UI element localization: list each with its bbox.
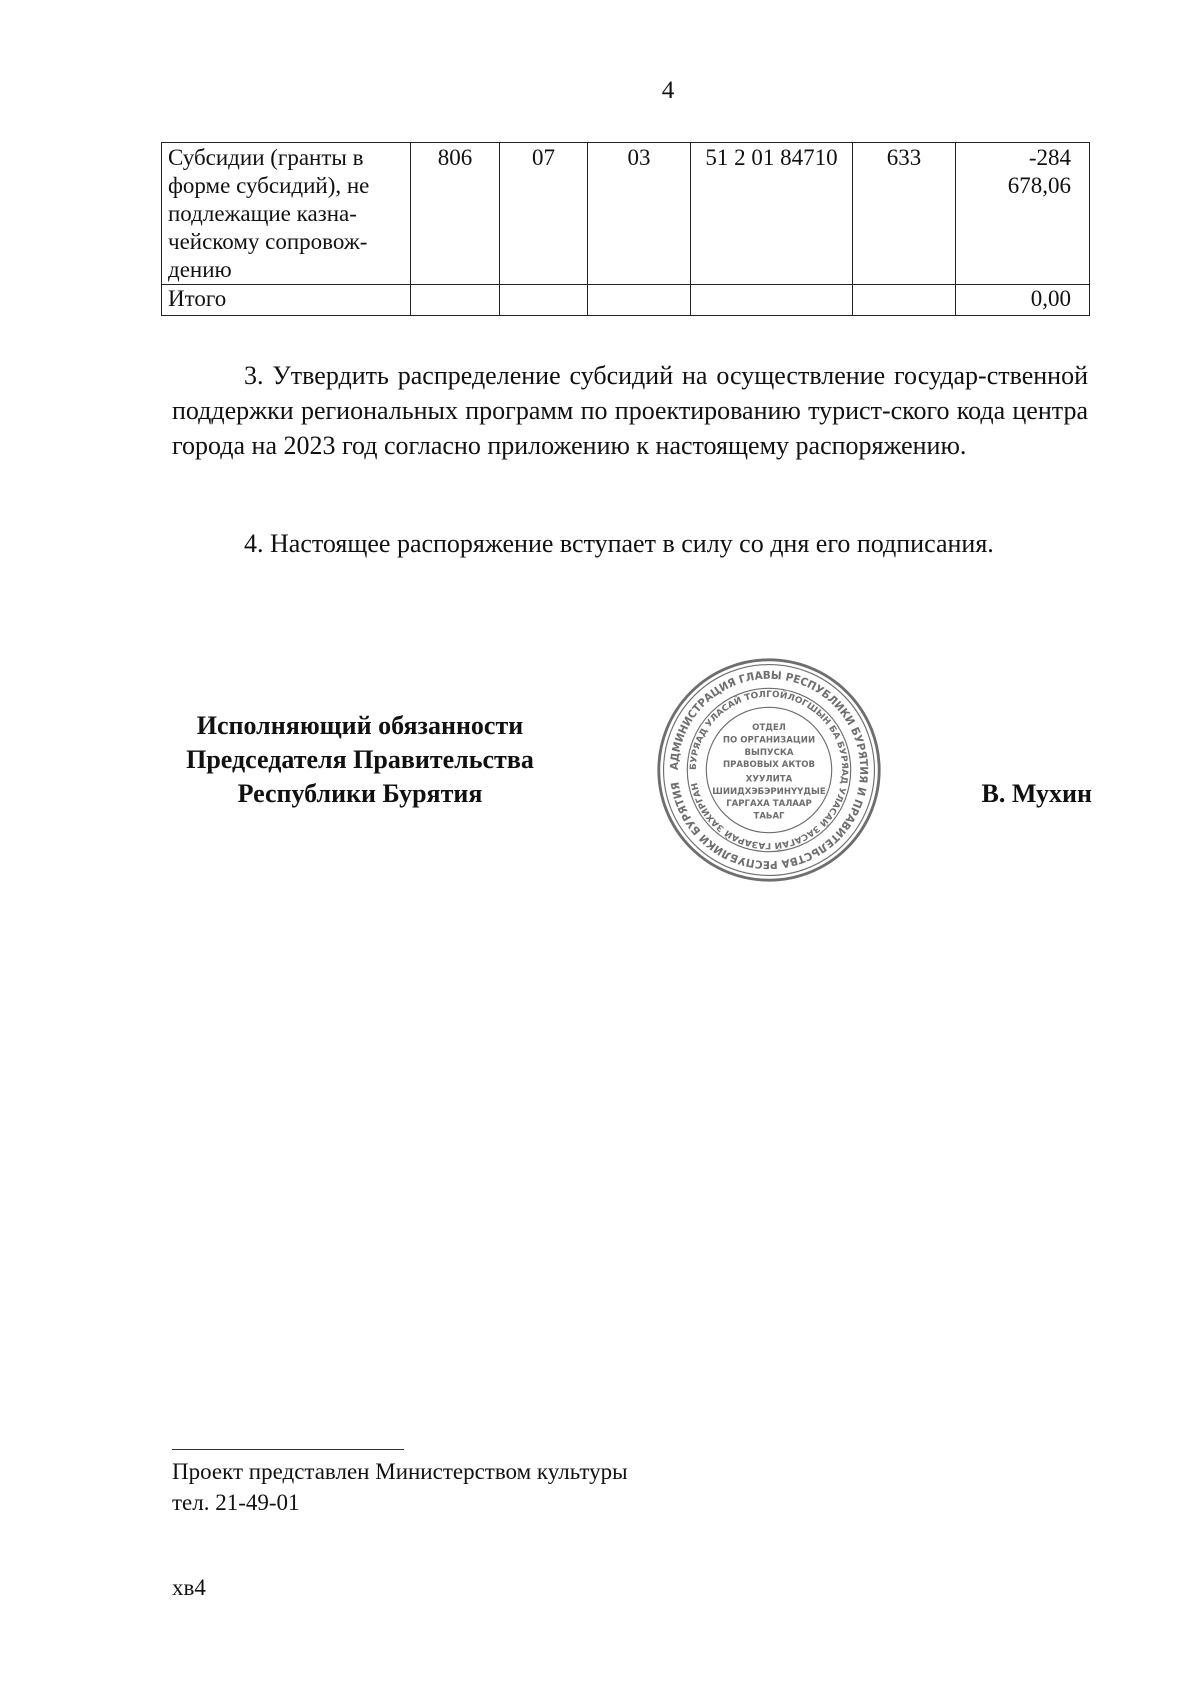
document-code: хв4 bbox=[172, 1575, 206, 1600]
table-cell-vr bbox=[853, 285, 956, 316]
official-seal bbox=[655, 656, 883, 884]
footnote-divider bbox=[172, 1449, 404, 1450]
table-cell-ved: 806 bbox=[411, 143, 500, 285]
table-cell-pr bbox=[588, 285, 691, 316]
footnote-line: Проект представлен Министерством культуры bbox=[172, 1459, 628, 1484]
table-cell-pr: 03 bbox=[588, 143, 691, 285]
seal-center-line: ШИИДХЭБЭРИНҮҮДЫЕ bbox=[712, 786, 826, 797]
seal-center-line: ГАРГАХА ТАЛААР bbox=[726, 799, 812, 810]
table-cell-name: Итого bbox=[162, 285, 411, 316]
table-cell-vr: 633 bbox=[853, 143, 956, 285]
signatory-position bbox=[150, 709, 570, 811]
seal-center-line: ВЫПУСКА bbox=[744, 747, 794, 758]
page-number: 4 bbox=[661, 77, 675, 104]
table-cell-sum: 0,00 bbox=[956, 285, 1090, 316]
seal-center-line: ПО ОРГАНИЗАЦИИ bbox=[722, 735, 816, 746]
paragraph-3: 3. Утвердить распределение субсидий на осуществление государ-ственной поддержки региональных программ по проектированию турист-ского кода центра города на 2023 год согласно приложению к настоящему распоряжению. bbox=[172, 361, 1088, 460]
signatory-position-line: Республики Бурятия bbox=[237, 779, 483, 808]
table-cell-csr bbox=[691, 285, 853, 316]
seal-center-line: ОТДЕЛ bbox=[752, 723, 786, 734]
table-cell-rz bbox=[500, 285, 588, 316]
footnote bbox=[172, 1456, 628, 1518]
table-row bbox=[162, 143, 1090, 285]
seal-center-line: ХУУЛИТА bbox=[745, 774, 793, 785]
table-row-total bbox=[162, 285, 1090, 316]
seal-center-line: ТАЬАГ bbox=[753, 811, 785, 822]
table-cell-name: Субсидии (гранты в форме субсидий), не подлежащие казна-чейскому сопровож-дению bbox=[162, 143, 411, 285]
signatory-position-line: Исполняющий обязанности bbox=[196, 711, 524, 740]
paragraph-4: 4. Настоящее распоряжение вступает в силу со дня его подписания. bbox=[244, 529, 994, 558]
table-cell-sum: -284 678,06 bbox=[956, 143, 1090, 285]
seal-inner-text: БУРЯАД УЛАСАЙ ТОЛГОЙЛОГШЫН БА БУРЯАД УЛАСАЙ ЗАСАГАЙ ГАЗАРАЙ ЗАХИРГАН bbox=[688, 689, 850, 851]
seal-outer-text: АДМИНИСТРАЦИЯ ГЛАВЫ РЕСПУБЛИКИ БУРЯТИЯ И ПРАВИТЕЛЬСТВА РЕСПУБЛИКИ БУРЯТИЯ bbox=[667, 668, 871, 872]
footnote-line: тел. 21-49-01 bbox=[172, 1490, 300, 1515]
table-cell-rz: 07 bbox=[500, 143, 588, 285]
signatory-name: В. Мухин bbox=[981, 779, 1092, 808]
table-cell-csr: 51 2 01 84710 bbox=[691, 143, 853, 285]
budget-table bbox=[161, 142, 1090, 316]
seal-center-line: ПРАВОВЫХ АКТОВ bbox=[723, 760, 815, 771]
table-cell-ved bbox=[411, 285, 500, 316]
signatory-position-line: Председателя Правительства bbox=[186, 745, 534, 774]
